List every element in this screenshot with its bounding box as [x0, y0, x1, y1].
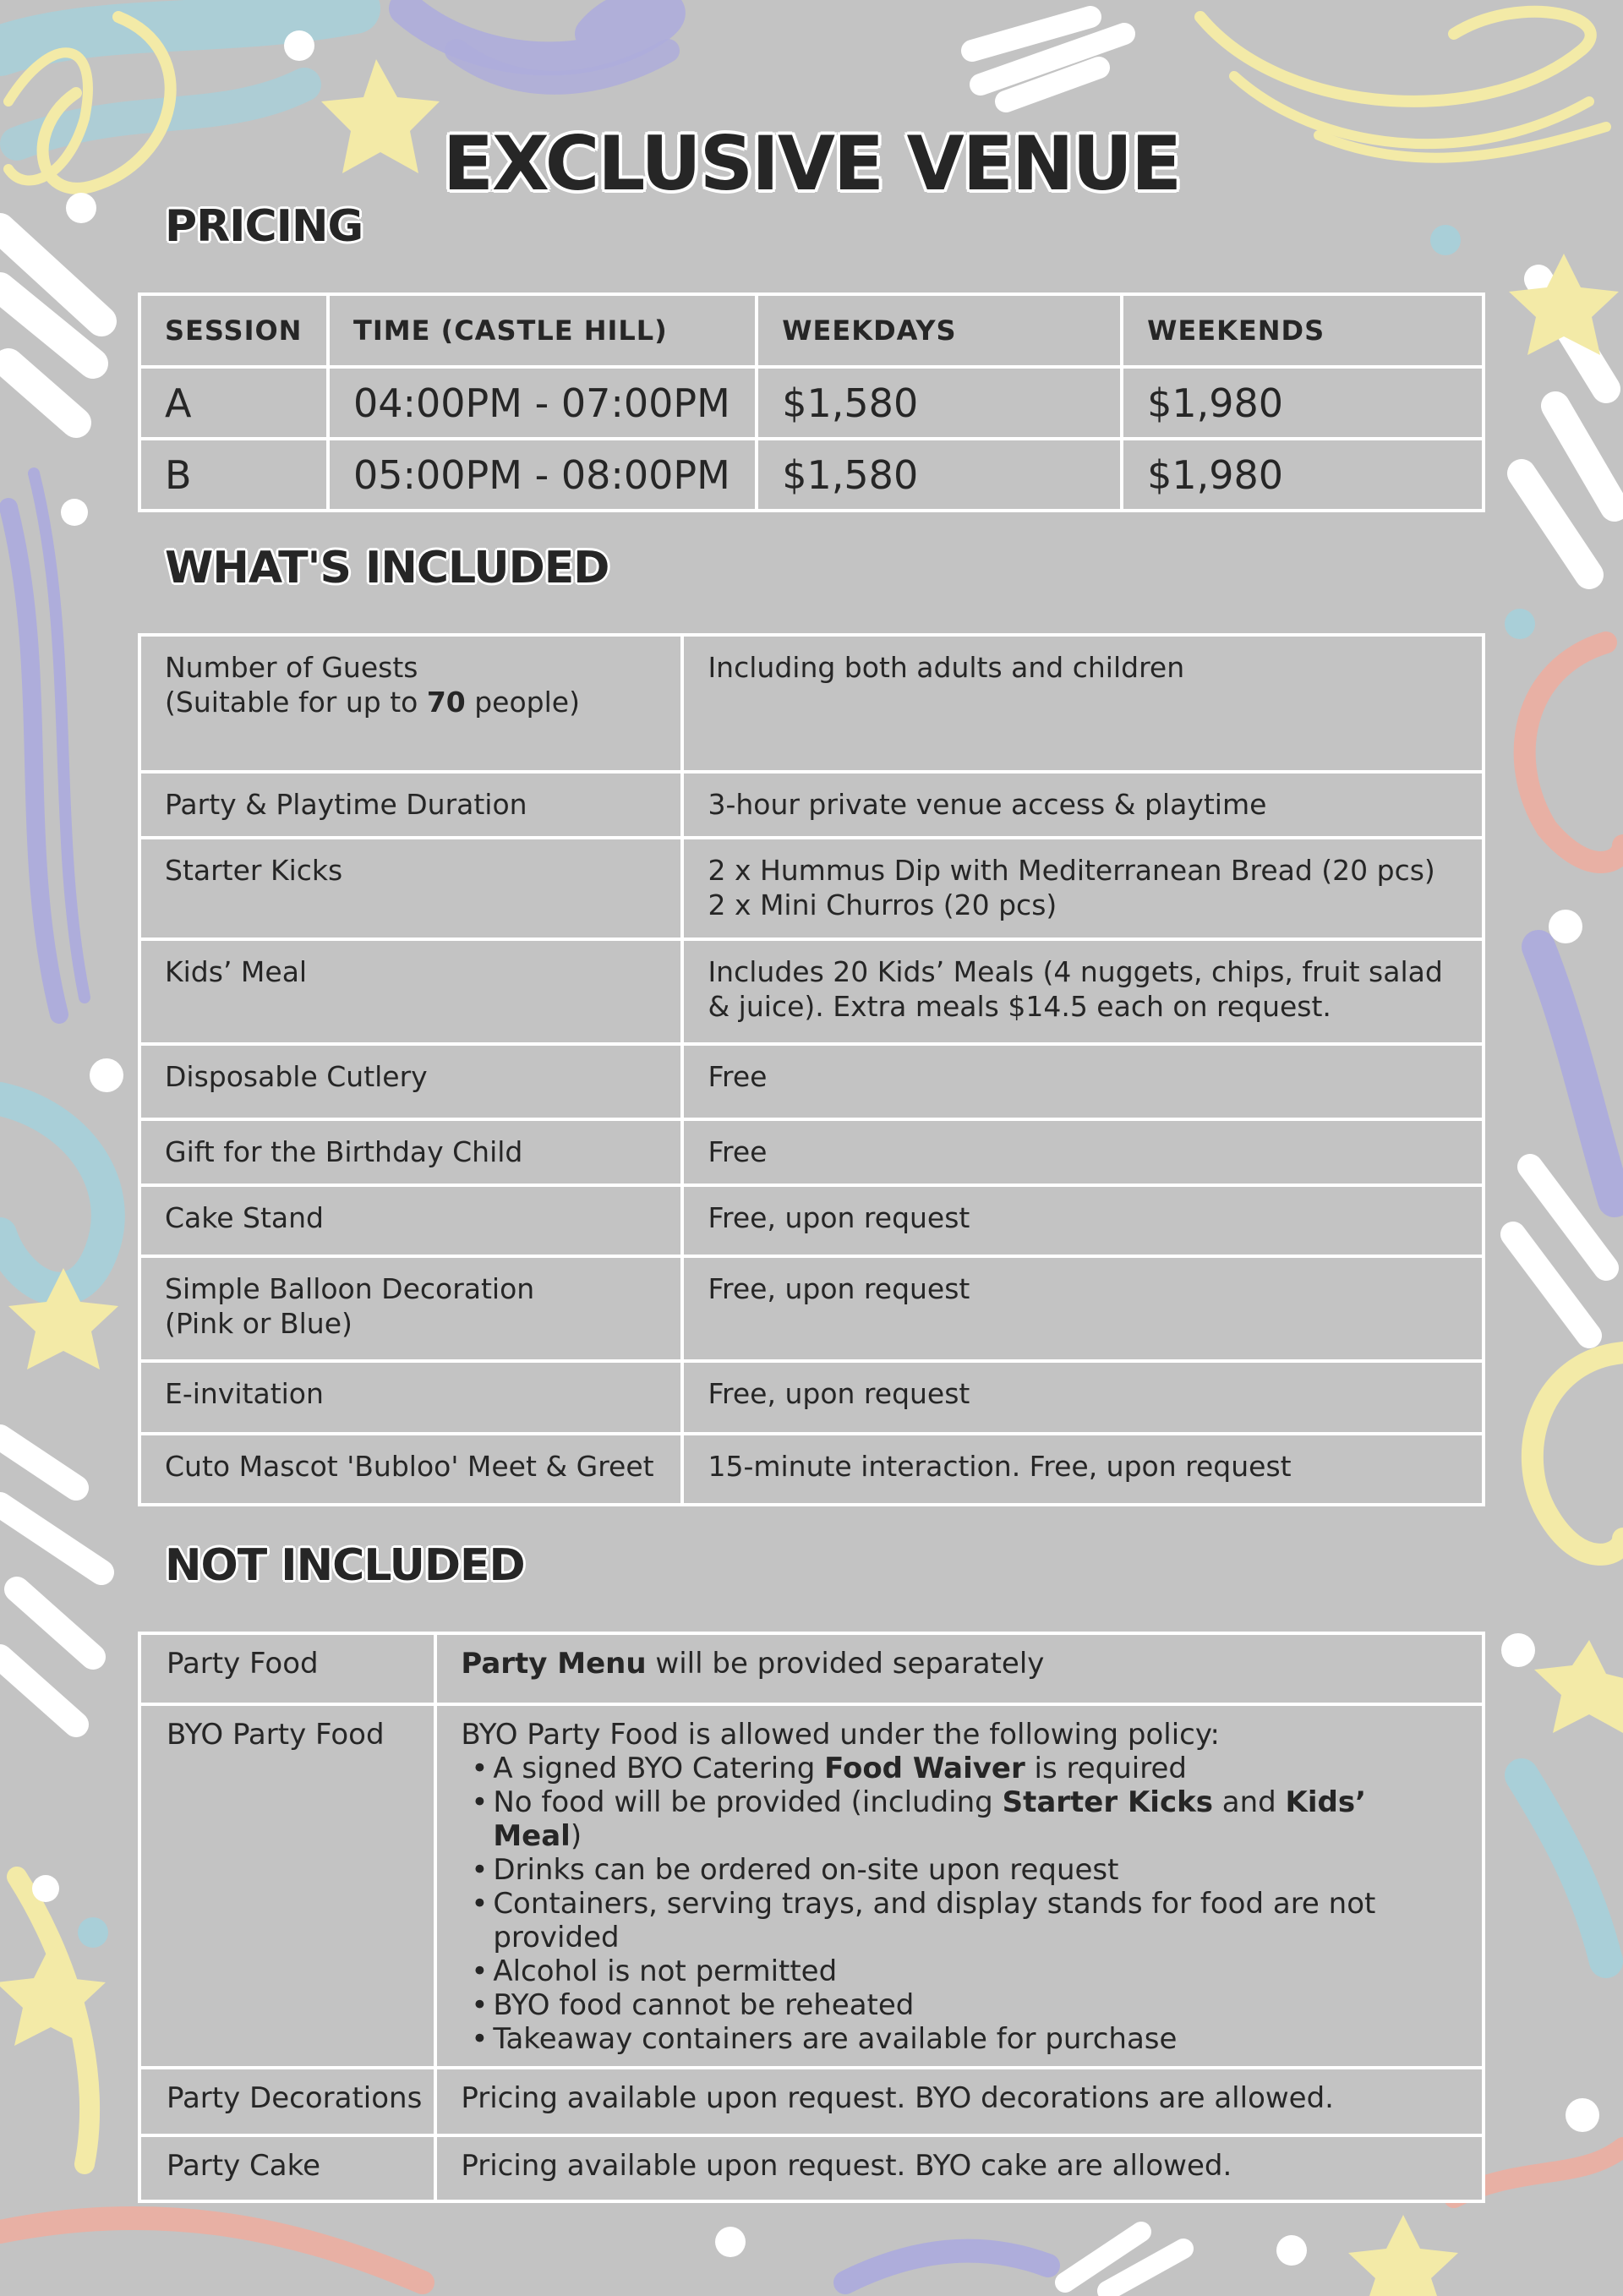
byo-policy-item: • Containers, serving trays, and display stands for food are not provided: [493, 1887, 1458, 1954]
not-included-label: BYO Party Food: [139, 1704, 435, 2068]
included-label: [139, 1256, 682, 1361]
party-menu-bold: Party Menu: [461, 1647, 647, 1681]
weekday-price-cell: $1,580: [757, 439, 1122, 511]
included-row-guests: [139, 635, 1484, 772]
starter-line2: 2 x Mini Churros (20 pcs): [708, 888, 1057, 921]
included-value: Free: [682, 1119, 1484, 1185]
included-value: Free, upon request: [682, 1256, 1484, 1361]
included-label: Cake Stand: [139, 1185, 682, 1256]
whats-included-table: [138, 633, 1485, 1506]
pricing-heading: PRICING: [165, 201, 363, 252]
not-included-row-byo: [139, 1704, 1484, 2068]
included-row-gift: [139, 1119, 1484, 1185]
pricing-row: [139, 367, 1484, 439]
included-label: [139, 635, 682, 772]
byo-policy-item: • A signed BYO Catering Food Waiver is required: [493, 1752, 1458, 1785]
weekday-price-cell: $1,580: [757, 367, 1122, 439]
guests-label-line1: Number of Guests: [165, 651, 418, 684]
byo-policy-item: • No food will be provided (including Starter Kicks and Kids’ Meal): [493, 1785, 1458, 1853]
party-food-rest: will be provided separately: [646, 1647, 1045, 1681]
byo-policy-item: • Drinks can be ordered on-site upon request: [493, 1853, 1458, 1887]
not-included-label: Party Decorations: [139, 2068, 435, 2135]
kids-meal-line2: & juice). Extra meals $14.5 each on request.: [708, 990, 1331, 1023]
included-label: Gift for the Birthday Child: [139, 1119, 682, 1185]
included-value: Free, upon request: [682, 1185, 1484, 1256]
not-included-table: [138, 1632, 1485, 2203]
not-included-value: [435, 1633, 1484, 1704]
included-row-mascot: [139, 1434, 1484, 1505]
not-included-label: Party Food: [139, 1633, 435, 1704]
included-value: Free, upon request: [682, 1361, 1484, 1434]
included-row-cutlery: [139, 1044, 1484, 1119]
pricing-table: [138, 292, 1485, 512]
byo-intro: BYO Party Food is allowed under the following policy:: [461, 1718, 1220, 1752]
byo-policy-item: • Takeaway containers are available for purchase: [493, 2022, 1458, 2056]
not-included-row-decorations: [139, 2068, 1484, 2135]
kids-meal-line1: Includes 20 Kids’ Meals (4 nuggets, chips, fruit salad: [708, 955, 1443, 988]
included-label: Cuto Mascot 'Bubloo' Meet & Greet: [139, 1434, 682, 1505]
included-value: [682, 838, 1484, 939]
included-label: Disposable Cutlery: [139, 1044, 682, 1119]
included-value: [682, 939, 1484, 1044]
time-cell: 05:00PM - 08:00PM: [328, 439, 757, 511]
balloon-label-line1: Simple Balloon Decoration: [165, 1272, 535, 1305]
included-value: 3-hour private venue access & playtime: [682, 772, 1484, 838]
starter-line1: 2 x Hummus Dip with Mediterranean Bread (20 pcs): [708, 854, 1435, 887]
page-title: EXCLUSIVE VENUE: [442, 120, 1181, 207]
session-cell: A: [139, 367, 328, 439]
included-value: Free: [682, 1044, 1484, 1119]
not-included-row-party-food: [139, 1633, 1484, 1704]
included-value: Including both adults and children: [682, 635, 1484, 772]
byo-policy-item: • BYO food cannot be reheated: [493, 1988, 1458, 2022]
not-included-value: [435, 1704, 1484, 2068]
header-time: TIME (CASTLE HILL): [328, 294, 757, 367]
included-label: E-invitation: [139, 1361, 682, 1434]
weekend-price-cell: $1,980: [1122, 367, 1484, 439]
pricing-row: [139, 439, 1484, 511]
header-weekdays: WEEKDAYS: [757, 294, 1122, 367]
session-cell: B: [139, 439, 328, 511]
whats-included-heading: WHAT'S INCLUDED: [165, 543, 609, 593]
byo-policy-list: [461, 1752, 1458, 2056]
included-label: Kids’ Meal: [139, 939, 682, 1044]
byo-policy-item: • Alcohol is not permitted: [493, 1954, 1458, 1988]
included-row-starter: [139, 838, 1484, 939]
weekend-price-cell: $1,980: [1122, 439, 1484, 511]
pricing-header-row: [139, 294, 1484, 367]
not-included-label: Party Cake: [139, 2135, 435, 2201]
included-row-duration: [139, 772, 1484, 838]
included-value: 15-minute interaction. Free, upon request: [682, 1434, 1484, 1505]
included-label: Starter Kicks: [139, 838, 682, 939]
guests-label-line2-pre: (Suitable for up to: [165, 686, 427, 719]
balloon-label-line2: (Pink or Blue): [165, 1307, 352, 1340]
header-weekends: WEEKENDS: [1122, 294, 1484, 367]
time-cell: 04:00PM - 07:00PM: [328, 367, 757, 439]
included-row-cake-stand: [139, 1185, 1484, 1256]
guests-label-line2-post: people): [465, 686, 580, 719]
not-included-heading: NOT INCLUDED: [165, 1540, 525, 1591]
included-row-balloon: [139, 1256, 1484, 1361]
included-label: Party & Playtime Duration: [139, 772, 682, 838]
guests-count: 70: [426, 686, 466, 719]
not-included-value: Pricing available upon request. BYO decorations are allowed.: [435, 2068, 1484, 2135]
header-session: SESSION: [139, 294, 328, 367]
not-included-row-cake: [139, 2135, 1484, 2201]
included-row-einvitation: [139, 1361, 1484, 1434]
included-row-kids-meal: [139, 939, 1484, 1044]
not-included-value: Pricing available upon request. BYO cake are allowed.: [435, 2135, 1484, 2201]
